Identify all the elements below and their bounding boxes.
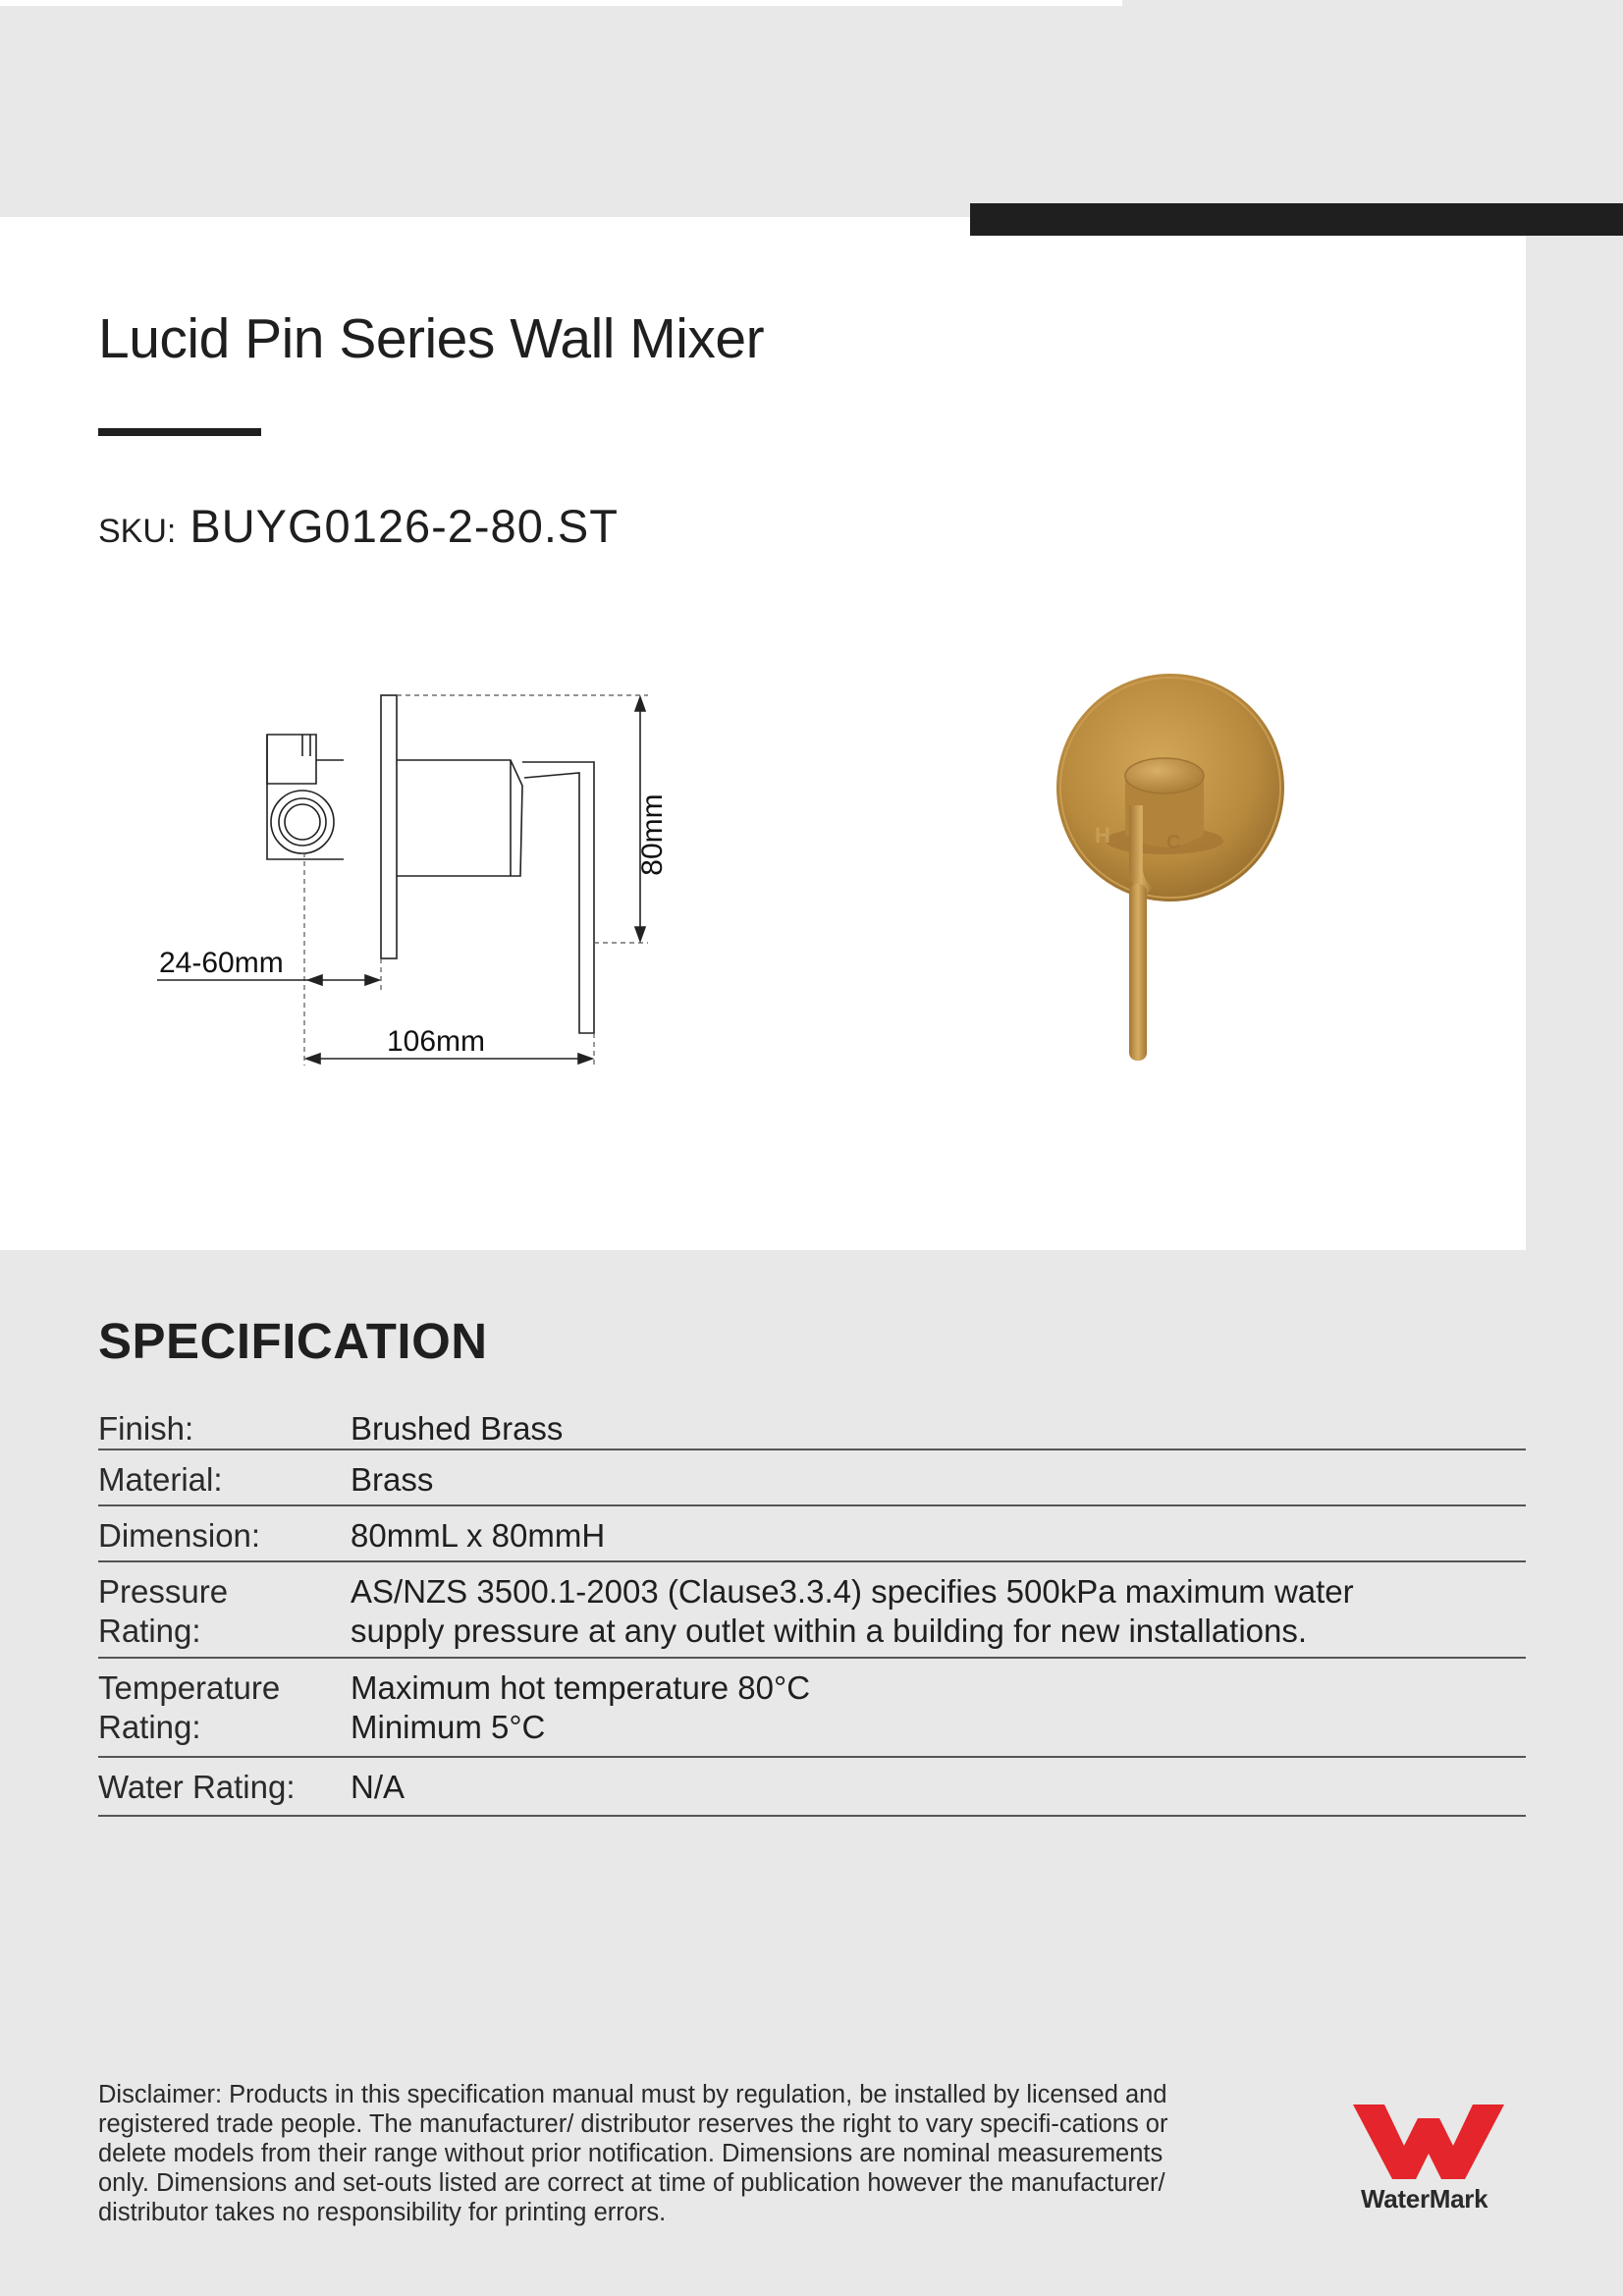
product-image bbox=[1051, 668, 1306, 1090]
spec-value: N/A bbox=[351, 1769, 406, 1805]
sku-value: BUYG0126-2-80.ST bbox=[189, 500, 619, 552]
spec-value: 80mmL x 80mmH bbox=[351, 1517, 606, 1554]
spec-value: Brushed Brass bbox=[351, 1410, 564, 1447]
spec-row-material bbox=[98, 1450, 1526, 1506]
specification-table bbox=[98, 1399, 1526, 1817]
dim-depth-label: 106mm bbox=[387, 1025, 486, 1058]
dim-wall-label: 24-60mm bbox=[159, 947, 284, 979]
wall-plate bbox=[381, 695, 397, 958]
cold-mark: C bbox=[1166, 832, 1181, 853]
specification-heading: SPECIFICATION bbox=[98, 1313, 488, 1369]
inlet-body bbox=[267, 735, 316, 784]
watermark-label: WaterMark bbox=[1361, 2184, 1488, 2214]
spec-value: Brass bbox=[351, 1461, 434, 1498]
inlet-ring-middle bbox=[279, 798, 326, 846]
top-strip bbox=[0, 0, 1122, 6]
spec-label: Material: bbox=[98, 1461, 223, 1498]
lever bbox=[522, 762, 594, 1033]
inlet-ring-inner bbox=[285, 804, 320, 840]
header-accent-bar bbox=[970, 203, 1623, 236]
spec-label: Pressure Rating: bbox=[98, 1573, 229, 1649]
spec-value: AS/NZS 3500.1-2003 (Clause3.3.4) specifies 500kPa maximum water supply pressure at any outlet within a building for new installations. bbox=[351, 1573, 1354, 1649]
knob-top bbox=[1125, 758, 1204, 793]
spec-row-finish bbox=[98, 1399, 1526, 1450]
spec-row-dimension bbox=[98, 1506, 1526, 1562]
spec-label: Dimension: bbox=[98, 1517, 261, 1554]
spec-label: Finish: bbox=[98, 1410, 194, 1447]
spec-label: Temperature Rating: bbox=[98, 1669, 281, 1745]
lever-pin bbox=[1129, 884, 1147, 1061]
dimension-drawing bbox=[137, 678, 687, 1090]
spec-value: Maximum hot temperature 80°C Minimum 5°C bbox=[351, 1669, 811, 1745]
mixer-body bbox=[397, 760, 522, 876]
title-underline bbox=[98, 428, 261, 436]
hot-mark: H bbox=[1095, 823, 1110, 847]
sku-line bbox=[98, 499, 619, 553]
sku-label: SKU: bbox=[98, 513, 177, 550]
product-title: Lucid Pin Series Wall Mixer bbox=[98, 307, 765, 370]
spec-row-water-rating bbox=[98, 1758, 1526, 1817]
dim-height-label: 80mm bbox=[636, 793, 669, 876]
inlet-ring-outer bbox=[271, 791, 334, 853]
disclaimer-text: Disclaimer: Products in this specification manual must by regulation, be installed by licensed and registered trade people. The manufacturer/ distributor reserves the right to vary specifi-cations or delete models from their range without prior notification. Dimensions are nominal measurements only. Dimensions and set-outs listed are correct at time of publication however the manufacturer/ distributor takes no responsibility for printing errors. bbox=[98, 2081, 1168, 2226]
spec-row-pressure-rating bbox=[98, 1562, 1526, 1659]
watermark-logo-icon bbox=[1345, 2097, 1512, 2185]
spec-label: Water Rating: bbox=[98, 1769, 296, 1805]
spec-row-temperature-rating bbox=[98, 1659, 1526, 1758]
